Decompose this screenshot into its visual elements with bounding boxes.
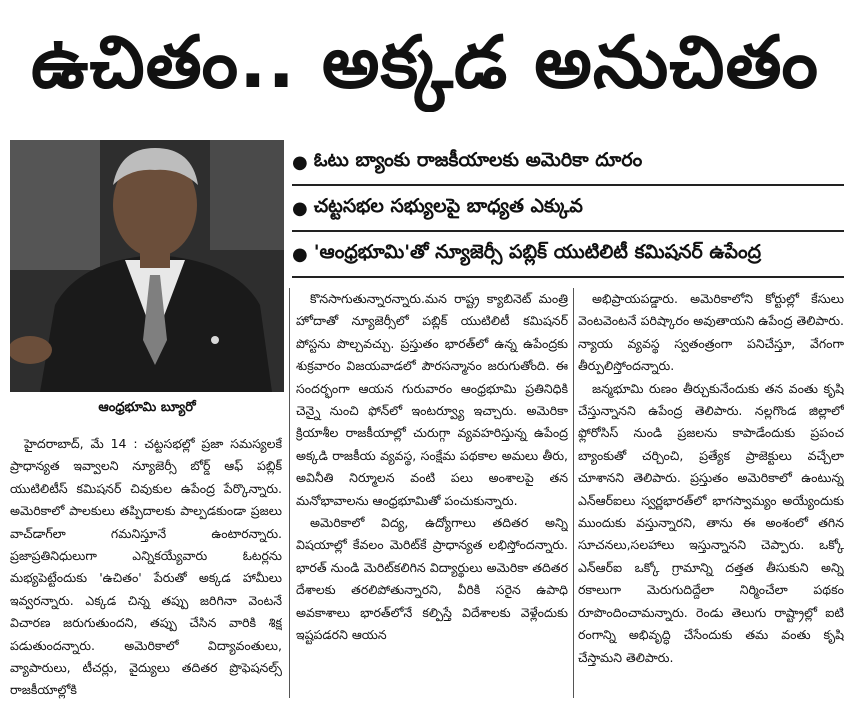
- bullet-icon: ●: [292, 197, 308, 219]
- article-paragraph: అభిప్రాయపడ్డారు. అమెరికాలోని కోర్టుల్లో కేసులు వెంటవెంటనే పరిష్కారం అవుతాయని ఉపేంద్ర తెలిపారు. న్యాయ వ్యవస్థ స్వతంత్రంగా పనిచేస్తూ, వేగంగా తీర్పులిస్తోందన్నారు.: [578, 291, 844, 374]
- bullet-icon: ●: [292, 243, 308, 265]
- column-divider: [573, 288, 574, 698]
- subheadline-item: [292, 186, 844, 232]
- article-column-3: [578, 288, 844, 698]
- article-paragraph: అమెరికాలో విద్య, ఉద్యోగాలు తదితర అన్ని విషయాల్లో కేవలం మెరిట్‌కే ప్రాధాన్యత లభిస్తోందన్నారు. భారత్ నుండి మెరిట్‌కలిగిన విద్యార్థులు అమెరికా తదితర దేశాలకు తరలిపోతున్నారని, వీరికి సరైన ఉపాధి అవకాశాలు భారత్‌లోనే కల్పిస్తే విదేశాలకు వెళ్లేందుకు ఇష్టపడరని ఆయన: [296, 515, 568, 643]
- article-paragraph: జన్మభూమి రుణం తీర్చుకునేందుకు తన వంతు కృషి చేస్తున్నానని ఉపేంద్ర తెలిపారు. నల్లగొండ జిల్లాలో ఫ్లోరోసిస్ నుండి ప్రజలను కాపాడేందుకు ప్రపంచ బ్యాంకుతో చర్చించి, ప్రత్యేక ప్రాజెక్టులు వచ్చేలా చూశానని తెలిపారు. ప్రస్తుతం అమెరికాలో ఉంటున్న ఎన్ఆర్ఐలు స్వర్ణభారత్‌లో భాగస్వామ్యం అయ్యేందుకు ముందుకు వస్తున్నారని, తాను ఈ అంశంలో తగిన సూచనలు,సలహాలు ఇస్తున్నానని చెప్పారు. ఒక్కో ఎన్ఆర్ఐ ఒక్కో గ్రామాన్ని దత్తత తీసుకుని అన్ని రకాలుగా మెరుగుదిద్దేలా నిర్మించేలా పథకం రూపొందించామన్నారు. రెండు తెలుగు రాష్ట్రాల్లో ఐటి రంగాన్ని అభివృద్ధి చేసేందుకు తమ వంతు కృషి చేస్తామని తెలిపారు.: [578, 380, 844, 665]
- subheadline-text: చట్టసభల సభ్యులపై బాధ్యత ఎక్కువ: [313, 194, 583, 217]
- article-paragraph: కొనసాగుతున్నారన్నారు.మన రాష్ట్ర క్యాబినెట్ మంత్రి హోదాతో న్యూజెర్సీలో పబ్లిక్ యుటిలిటీ కమిషనర్ పోస్టను పొల్చవచ్చు. ప్రస్తుతం భారత్‌లో ఉన్న ఉపేంద్రకు శుక్రవారం విజయవాడలో పౌరసన్మానం జరుగుతోంది. ఈ సందర్భంగా ఆయన గురువారం ఆంధ్రభూమి ప్రతినిధికి చెన్నై నుంచి ఫోన్‌లో ఇంటర్వ్యూ ఇచ్చారు. అమెరికా క్రియాశీల రాజకీయాల్లో చురుగ్గా వ్యవహరిస్తున్న ఉపేంద్ర అక్కడి రాజకీయ వ్యవస్థ, సంక్షేమ పథకాల అమలు తీరు, అవినీతి నిర్మూలన వంటి పలు అంశాలపై తన మనోభావాలను ఆంధ్రభూమితో పంచుకున్నారు.: [296, 291, 568, 508]
- person-photo: [10, 140, 284, 392]
- article-column-2: [296, 288, 568, 698]
- subheadline-item: [292, 232, 844, 278]
- subheadline-item: [292, 140, 844, 186]
- article-paragraph: హైదరాబాద్, మే 14 : చట్టసభల్లో ప్రజా సమస్యలకే ప్రాధాన్యత ఇవ్వాలని న్యూజెర్సీ బోర్డ్ ఆఫ్ పబ్లిక్ యుటిలిటీస్ కమిషనర్ చివుకుల ఉపేంద్ర పేర్కొన్నారు. అమెరికాలో పాలకులు తప్పిదాలకు పాల్పడకుండా ప్రజలు వాచ్‌డాగ్‌లా గమనిస్తూనే ఉంటారన్నారు. ప్రజాప్రతినిధులుగా ఎన్నికయ్యేవారు ఓటర్లను మభ్యపెట్టేందుకు 'ఉచితం' పేరుతో అక్కడ హామీలు ఇవ్వరన్నారు. ఎక్కడ చిన్న తప్పు జరిగినా వెంటనే విచారణ జరుగుతుందని, తప్పు చేసిన వారికి శిక్ష పడుతుందన్నారు. అమెరికాలో విద్యావంతులు, వ్యాపారులు, టీచర్లు, వైద్యులు తదితర ప్రొఫెషనల్స్ రాజకీయాల్లోకి: [10, 436, 282, 698]
- person-illustration: [10, 140, 284, 392]
- bullet-icon: ●: [292, 151, 308, 173]
- subheadline-list: [292, 140, 844, 278]
- headline: ఉచితం.. అక్కడ అనుచితం: [31, 20, 819, 104]
- photo-caption: ఆంధ్రభూమి బ్యూరో: [98, 400, 196, 415]
- column-divider: [289, 288, 290, 698]
- subheadline-text: 'ఆంధ్రభూమి'తో న్యూజెర్సీ పబ్లిక్ యుటిలిటీ కమిషనర్ ఉపేంద్ర: [313, 240, 762, 263]
- subheadline-text: ఓటు బ్యాంకు రాజకీయాలకు అమెరికా దూరం: [313, 148, 643, 171]
- article-column-1: [10, 433, 282, 699]
